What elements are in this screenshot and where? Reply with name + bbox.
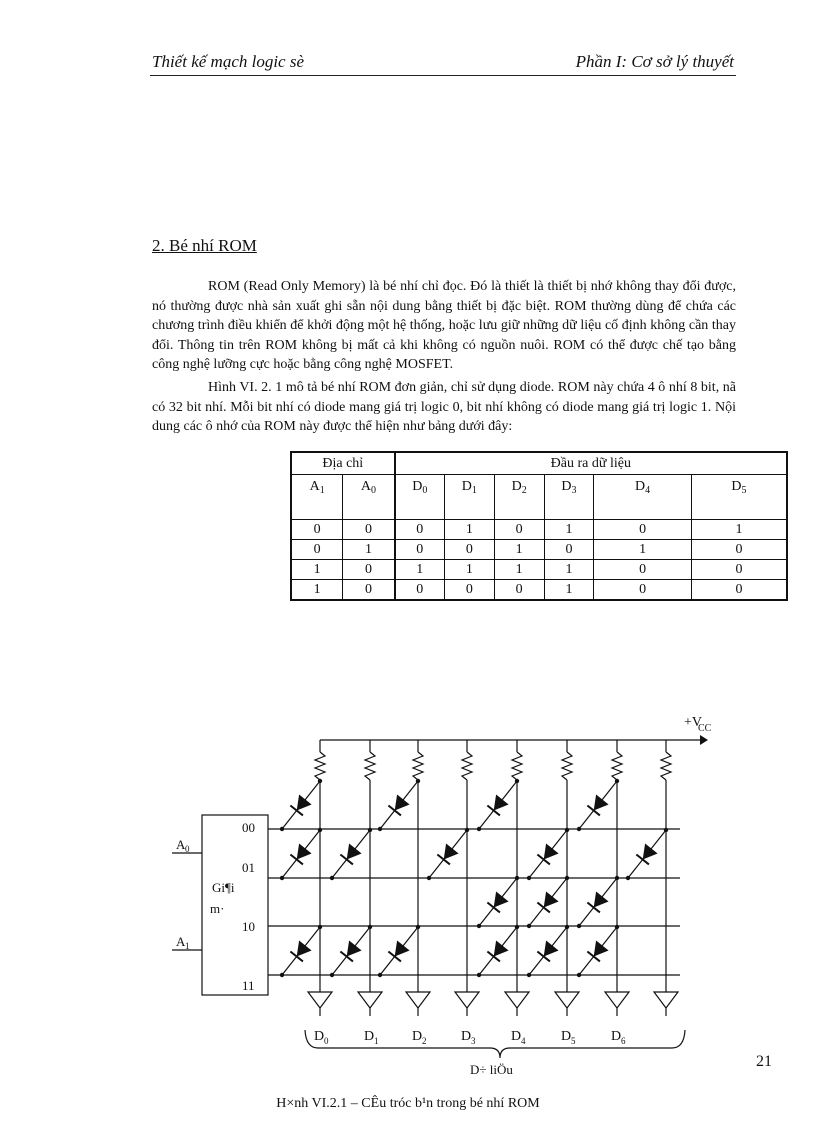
output-label-sub: 4 — [521, 1036, 526, 1046]
output-brace-label: D÷ liÖu — [470, 1062, 513, 1077]
diode-wordline-dot — [378, 827, 382, 831]
col-sub: 4 — [645, 485, 651, 496]
output-label: D — [314, 1029, 325, 1044]
diode-wordline-dot — [577, 973, 581, 977]
diode-junction-dot — [318, 828, 322, 832]
table-cell: 1 — [544, 520, 594, 540]
diode-junction-dot — [664, 828, 668, 832]
section-title: 2. Bé nhí ROM — [152, 236, 257, 255]
diode-body — [395, 941, 410, 957]
table-cell: 0 — [594, 580, 692, 601]
vcc-arrow — [700, 735, 708, 745]
table-cell: 0 — [291, 520, 343, 540]
output-label-sub: 1 — [374, 1036, 379, 1046]
word-line-label: 10 — [242, 919, 255, 934]
diode-wordline-dot — [527, 924, 531, 928]
paragraph-intro-text: ROM (Read Only Memory) là bé nhí chỉ đọc. Đó là thiết là thiết bị nhớ không thay đổi được, nó thường được nhà sản xuất ghi sẵn nội dung bằng thiết bị đặc biệt. ROM thường dùng để chứa các chương trình điều khiển để khởi động một hệ thống, hoặc lưu giữ những dữ liệu cố định không cần thay đổi. Thông tin trên ROM không bị mất cả khi không có nguồn nuôi. ROM có thể được chế tạo bằng công nghệ lưỡng cực hoặc bằng công nghệ MOSFET. — [152, 279, 736, 372]
table-cell: 0 — [291, 540, 343, 560]
table-cell: 1 — [444, 560, 494, 580]
col-base: A — [309, 479, 320, 494]
col-base: D — [731, 479, 742, 494]
col-base: D — [511, 479, 522, 494]
output-label: D — [611, 1029, 622, 1044]
output-buffer — [358, 992, 382, 1008]
table-cell: 1 — [291, 580, 343, 601]
table-cell: 0 — [691, 540, 787, 560]
output-label-sub: 5 — [571, 1036, 576, 1046]
header-left: Thiết kế mạch logic sè — [152, 52, 305, 71]
output-label: D — [412, 1029, 423, 1044]
diode-body — [297, 941, 312, 957]
page-number: 21 — [756, 1053, 772, 1070]
diode-wordline-dot — [626, 876, 630, 880]
address-input-a0-sub: 0 — [185, 844, 190, 854]
table-cell: 1 — [343, 540, 395, 560]
diode-junction-dot — [565, 876, 569, 880]
output-label-sub: 6 — [621, 1036, 626, 1046]
diode-body — [297, 844, 312, 860]
table-cell: 0 — [594, 520, 692, 540]
diode-wordline-dot — [477, 924, 481, 928]
table-cell: 0 — [395, 580, 445, 601]
diode-body — [297, 795, 312, 811]
diode-junction-dot — [615, 925, 619, 929]
diode-junction-dot — [565, 925, 569, 929]
table-cell: 0 — [594, 560, 692, 580]
output-buffer — [505, 992, 529, 1008]
diode-body — [444, 844, 459, 860]
diode-wordline-dot — [280, 973, 284, 977]
diode-body — [347, 844, 362, 860]
diode-body — [395, 795, 410, 811]
table-cell: 0 — [395, 520, 445, 540]
diode-body — [494, 941, 509, 957]
diode-body — [594, 941, 609, 957]
paragraph-figure-ref-text: Hình VI. 2. 1 mô tả bé nhí ROM đơn giản, chỉ sử dụng diode. ROM này chứa 4 ô nhí 8 bit, nã có 32 bit nhí. Mỗi bit nhí có diode mang giá trị logic 0, bit nhí không có diode mang giá trị logic 1. Nội dung các ô nhớ của ROM này được thể hiện như bảng dưới đây: — [152, 380, 736, 434]
diode-body — [544, 892, 559, 908]
col-base: D — [635, 479, 646, 494]
diode-junction-dot — [416, 779, 420, 783]
table-cell: 1 — [691, 520, 787, 540]
decoder-label-2: m· — [210, 901, 225, 916]
diode-body — [544, 941, 559, 957]
table-cell: 0 — [544, 540, 594, 560]
diode-junction-dot — [465, 828, 469, 832]
col-base: D — [412, 479, 423, 494]
header-right: Phần I: Cơ sở lý thuyết — [575, 52, 734, 71]
address-input-a1-sub: 1 — [185, 941, 190, 951]
col-sub: 0 — [422, 485, 428, 496]
diode-wordline-dot — [527, 876, 531, 880]
diode-wordline-dot — [280, 876, 284, 880]
pull-up-resistor — [612, 752, 622, 780]
col-sub: 1 — [471, 485, 477, 496]
output-label-sub: 0 — [324, 1036, 329, 1046]
diode-junction-dot — [318, 925, 322, 929]
diode-wordline-dot — [427, 876, 431, 880]
table-cell: 0 — [343, 520, 395, 540]
table-cell: 1 — [494, 560, 544, 580]
address-input-a0: A — [176, 837, 186, 852]
diode-junction-dot — [565, 828, 569, 832]
diode-wordline-dot — [527, 973, 531, 977]
group-header-output: Đầu ra dữ liệu — [395, 452, 787, 475]
output-label: D — [511, 1029, 522, 1044]
col-base: A — [360, 479, 371, 494]
pull-up-resistor — [365, 752, 375, 780]
table-cell: 0 — [444, 580, 494, 601]
table-cell: 0 — [494, 580, 544, 601]
diode-junction-dot — [368, 925, 372, 929]
output-buffer — [654, 992, 678, 1008]
figure-caption: H×nh VI.2.1 – CÊu tróc b¹n trong bé nhí ROM — [276, 1096, 540, 1111]
table-cell: 1 — [544, 560, 594, 580]
col-sub: 2 — [521, 485, 527, 496]
table-cell: 1 — [395, 560, 445, 580]
output-buffer — [455, 992, 479, 1008]
vcc-sub: CC — [698, 723, 712, 734]
diode-junction-dot — [515, 779, 519, 783]
col-sub: 5 — [741, 485, 747, 496]
diode-wordline-dot — [280, 827, 284, 831]
word-line-label: 00 — [242, 820, 255, 835]
table-cell: 1 — [494, 540, 544, 560]
diode-junction-dot — [615, 779, 619, 783]
diode-wordline-dot — [477, 827, 481, 831]
table-cell: 0 — [343, 560, 395, 580]
table-cell: 0 — [691, 560, 787, 580]
group-header-address: Địa chỉ — [291, 452, 395, 475]
col-sub: 0 — [371, 485, 376, 496]
diode-body — [347, 941, 362, 957]
output-label: D — [461, 1029, 472, 1044]
diode-junction-dot — [368, 828, 372, 832]
diode-body — [494, 892, 509, 908]
output-label-sub: 2 — [422, 1036, 427, 1046]
diode-wordline-dot — [378, 973, 382, 977]
diode-wordline-dot — [577, 924, 581, 928]
table-cell: 0 — [494, 520, 544, 540]
diode-body — [594, 892, 609, 908]
address-input-a1: A — [176, 934, 186, 949]
table-cell: 1 — [291, 560, 343, 580]
diode-body — [544, 844, 559, 860]
table-cell: 1 — [444, 520, 494, 540]
output-label-sub: 3 — [471, 1036, 476, 1046]
col-sub: 1 — [319, 485, 325, 496]
output-buffer — [308, 992, 332, 1008]
table-cell: 1 — [544, 580, 594, 601]
table-cell: 1 — [594, 540, 692, 560]
diode-body — [494, 795, 509, 811]
table-cell: 0 — [691, 580, 787, 601]
col-base: D — [461, 479, 472, 494]
diode-wordline-dot — [330, 876, 334, 880]
diode-wordline-dot — [577, 827, 581, 831]
pull-up-resistor — [512, 752, 522, 780]
output-brace — [305, 1030, 685, 1058]
pull-up-resistor — [315, 752, 325, 780]
diode-junction-dot — [615, 876, 619, 880]
pull-up-resistor — [661, 752, 671, 780]
col-sub: 3 — [571, 485, 577, 496]
col-base: D — [561, 479, 572, 494]
diode-body — [643, 844, 658, 860]
table-cell: 0 — [395, 540, 445, 560]
pull-up-resistor — [562, 752, 572, 780]
diode-body — [594, 795, 609, 811]
output-buffer — [605, 992, 629, 1008]
word-line-label: 01 — [242, 860, 255, 875]
word-line-label: 11 — [242, 978, 255, 993]
table-cell: 0 — [343, 580, 395, 601]
output-label: D — [561, 1029, 572, 1044]
output-buffer — [406, 992, 430, 1008]
decoder-label: Gi¶i — [212, 880, 235, 895]
output-buffer — [555, 992, 579, 1008]
diode-wordline-dot — [477, 973, 481, 977]
pull-up-resistor — [413, 752, 423, 780]
output-label: D — [364, 1029, 375, 1044]
diode-wordline-dot — [330, 973, 334, 977]
diode-junction-dot — [515, 876, 519, 880]
diode-junction-dot — [515, 925, 519, 929]
diode-junction-dot — [416, 925, 420, 929]
table-cell: 0 — [444, 540, 494, 560]
vcc-label: +V — [684, 715, 703, 730]
pull-up-resistor — [462, 752, 472, 780]
diode-junction-dot — [318, 779, 322, 783]
